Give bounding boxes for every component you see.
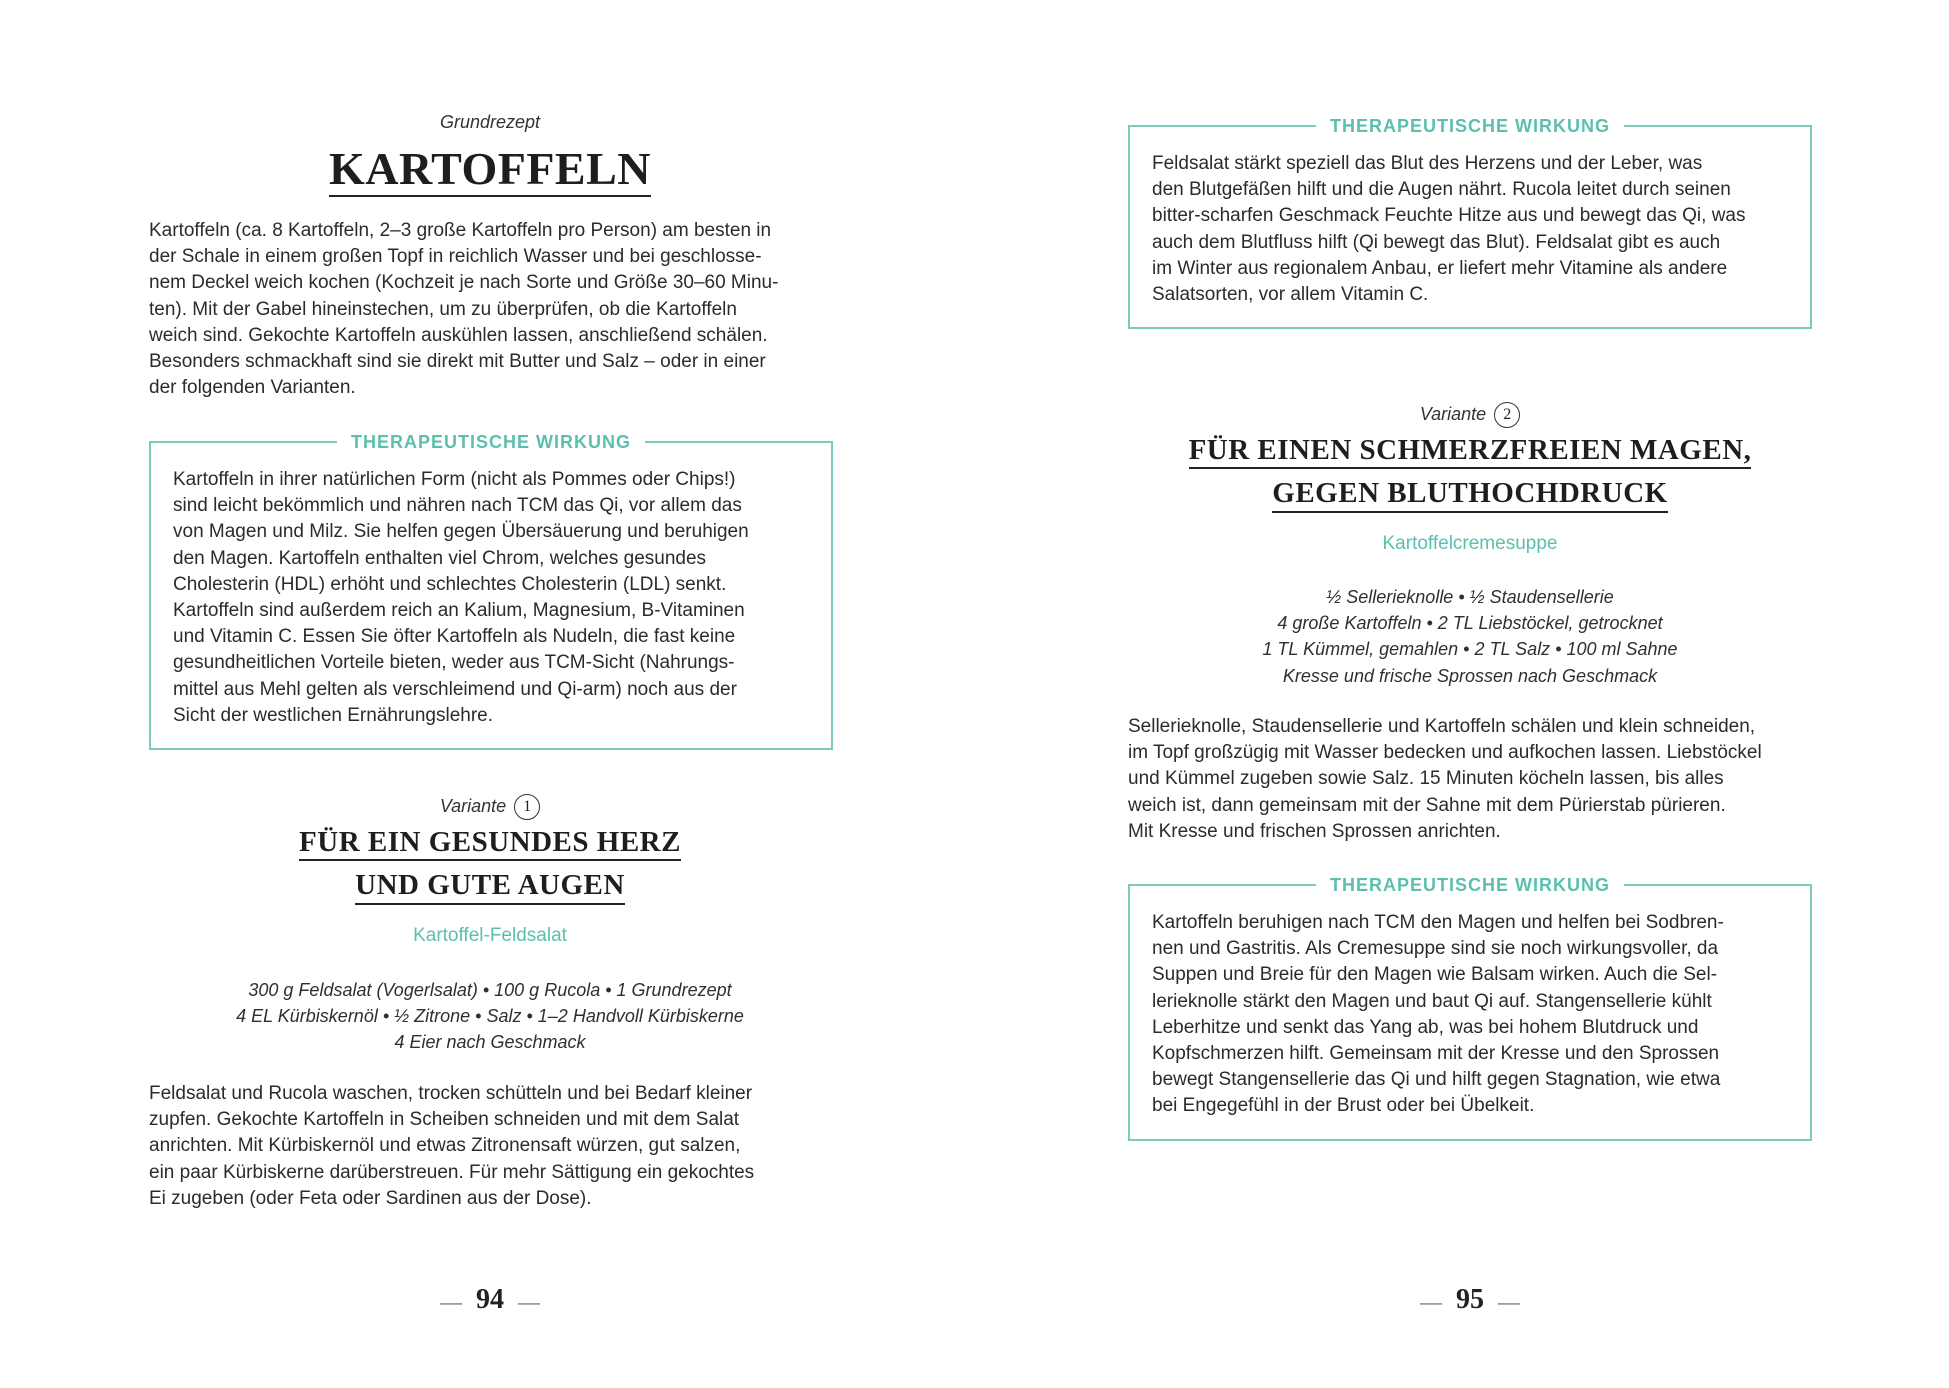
therapy-line: Kopfschmerzen hilft. Gemeinsam mit der Kresse und den Sprossen <box>1152 1043 1720 1065</box>
therapy-box-text <box>1152 151 1788 308</box>
therapy-box-soup <box>1128 875 1812 1141</box>
variant-subtitle: Kartoffel-Feldsalat <box>413 925 567 946</box>
therapy-line: nen und Gastritis. Als Cremesuppe sind sie noch wirkungsvoller, da <box>1152 938 1719 960</box>
method-line: Ei zugeben (oder Feta oder Sardinen aus der Dose). <box>149 1187 592 1209</box>
therapy-box-title: THERAPEUTISCHE WIRKUNG <box>337 430 645 454</box>
page-number-text: 95 <box>1456 1284 1484 1315</box>
variant-title-line: FÜR EINEN SCHMERZFREIEN MAGEN, <box>1189 435 1752 469</box>
page-dash: — <box>1420 1288 1442 1314</box>
method-line: und Kümmel zugeben sowie Salz. 15 Minuten köcheln lassen, bis alles <box>1128 768 1724 790</box>
recipe-label: Grundrezept <box>439 112 541 132</box>
variant-title <box>150 826 830 905</box>
therapy-line: von Magen und Milz. Sie helfen gegen Übersäuerung und beruhigen <box>173 521 749 543</box>
intro-line: ten). Mit der Gabel hineinstechen, um zu überprüfen, ob die Kartoffeln <box>149 298 737 320</box>
variant-number-badge: 1 <box>514 794 540 820</box>
therapy-line: sind leicht bekömmlich und nähren nach TCM das Qi, vor allem das <box>173 495 742 517</box>
therapy-line: auch dem Blutfluss hilft (Qi bewegt das Blut). Feldsalat gibt es auch <box>1152 231 1721 253</box>
therapy-line: Kartoffeln in ihrer natürlichen Form (nicht als Pommes oder Chips!) <box>173 469 736 490</box>
therapy-line: bitter-scharfen Geschmack Feuchte Hitze aus und bewegt das Qi, was <box>1152 205 1746 227</box>
intro-line: Besonders schmackhaft sind sie direkt mit Butter und Salz – oder in einer <box>149 351 766 373</box>
therapy-box-text <box>173 467 809 729</box>
ingredient-line: ½ Sellerieknolle • ½ Staudensellerie <box>1326 587 1614 607</box>
recipe-title <box>150 142 830 197</box>
ingredient-list <box>150 977 830 1056</box>
variant-subtitle: Kartoffelcremesuppe <box>1382 533 1558 554</box>
page-number-text: 94 <box>476 1284 504 1315</box>
therapy-line: Sicht der westlichen Ernährungslehre. <box>173 704 494 726</box>
variant-label-text: Variante <box>1419 403 1487 424</box>
ingredient-line: 300 g Feldsalat (Vogerlsalat) • 100 g Rucola • 1 Grundrezept <box>248 980 732 1000</box>
intro-paragraph <box>149 218 839 401</box>
ingredient-line: Kresse und frische Sprossen nach Geschmack <box>1282 665 1658 686</box>
therapy-line: Suppen und Breie für den Magen wie Balsam wirken. Auch die Sel- <box>1152 964 1718 986</box>
variant-label <box>1130 402 1810 428</box>
intro-line: nem Deckel weich kochen (Kochzeit je nach Sorte und Größe 30–60 Minu- <box>149 272 779 294</box>
method-line: Sellerieknolle, Staudensellerie und Kartoffeln schälen und klein schneiden, <box>1128 716 1756 737</box>
ingredient-line: 4 EL Kürbiskernöl • ½ Zitrone • Salz • 1–2 Handvoll Kürbiskerne <box>236 1006 744 1027</box>
page-dash: — <box>1498 1288 1520 1314</box>
therapy-line: bei Engegefühl in der Brust oder bei Übelkeit. <box>1152 1095 1535 1117</box>
intro-line: weich sind. Gekochte Kartoffeln auskühlen lassen, anschließend schälen. <box>149 324 768 346</box>
method-line: ein paar Kürbiskerne darüberstreuen. Für mehr Sättigung ein gekochtes <box>149 1161 755 1183</box>
therapy-box-title: THERAPEUTISCHE WIRKUNG <box>1316 873 1624 897</box>
therapy-line: lerieknolle stärkt den Magen und baut Qi auf. Stangensellerie kühlt <box>1152 990 1712 1012</box>
method-line: weich ist, dann gemeinsam mit der Sahne mit dem Pürierstab pürieren. <box>1128 794 1726 816</box>
variant-label-text: Variante <box>439 795 507 816</box>
ingredient-line: 1 TL Kümmel, gemahlen • 2 TL Salz • 100 ml Sahne <box>1262 639 1678 660</box>
intro-line: der folgenden Varianten. <box>149 377 356 399</box>
therapy-box-potatoes <box>149 432 833 750</box>
variant-title-line: FÜR EIN GESUNDES HERZ <box>299 827 681 861</box>
page-dash: — <box>518 1288 540 1314</box>
therapy-line: Salatsorten, vor allem Vitamin C. <box>1152 284 1429 306</box>
method-paragraph <box>149 1081 839 1212</box>
therapy-line: Kartoffeln sind außerdem reich an Kalium, Magnesium, B-Vitaminen <box>173 600 745 622</box>
ingredient-list <box>1130 584 1810 689</box>
intro-line: der Schale in einem großen Topf in reichlich Wasser und bei geschlosse- <box>149 246 762 268</box>
variant-title-line: GEGEN BLUTHOCHDRUCK <box>1272 478 1667 512</box>
therapy-box-text <box>1152 910 1788 1120</box>
intro-line: Kartoffeln (ca. 8 Kartoffeln, 2–3 große Kartoffeln pro Person) am besten in <box>149 220 772 241</box>
ingredient-line: 4 Eier nach Geschmack <box>394 1032 586 1053</box>
method-line: Feldsalat und Rucola waschen, trocken schütteln und bei Bedarf kleiner <box>149 1083 753 1104</box>
method-paragraph <box>1128 714 1828 845</box>
therapy-line: bewegt Stangensellerie das Qi und hilft gegen Stagnation, wie etwa <box>1152 1069 1721 1091</box>
method-line: anrichten. Mit Kürbiskernöl und etwas Zitronensaft würzen, gut salzen, <box>149 1135 741 1157</box>
therapy-line: im Winter aus regionalem Anbau, er liefert mehr Vitamine als andere <box>1152 257 1728 279</box>
therapy-line: Kartoffeln beruhigen nach TCM den Magen und helfen bei Sodbren- <box>1152 912 1724 933</box>
therapy-line: den Magen. Kartoffeln enthalten viel Chrom, welches gesundes <box>173 547 707 569</box>
page-number-right <box>1130 1284 1810 1316</box>
therapy-line: mittel aus Mehl gelten als verschleimend und Qi-arm) noch aus der <box>173 678 737 700</box>
therapy-line: Leberhitze und senkt das Yang ab, was bei hohem Blutdruck und <box>1152 1016 1699 1038</box>
method-line: zupfen. Gekochte Kartoffeln in Scheiben schneiden und mit dem Salat <box>149 1109 740 1131</box>
method-line: im Topf großzügig mit Wasser bedecken und aufkochen lassen. Liebstöckel <box>1128 742 1762 764</box>
ingredient-line: 4 große Kartoffeln • 2 TL Liebstöckel, getrocknet <box>1277 613 1663 634</box>
method-line: Mit Kresse und frischen Sprossen anrichten. <box>1128 820 1501 842</box>
therapy-line: Cholesterin (HDL) erhöht und schlechtes Cholesterin (LDL) senkt. <box>173 573 727 595</box>
page-number-left <box>150 1284 830 1316</box>
therapy-line: gesundheitlichen Vorteile bieten, weder aus TCM-Sicht (Nahrungs- <box>173 652 735 674</box>
page-dash: — <box>440 1288 462 1314</box>
therapy-line: den Blutgefäßen hilft und die Augen nährt. Rucola leitet durch seinen <box>1152 179 1731 201</box>
variant-title <box>1130 434 1810 513</box>
variant-label <box>150 794 830 820</box>
therapy-box-salad <box>1128 116 1812 329</box>
variant-title-line: UND GUTE AUGEN <box>355 870 625 904</box>
variant-number-badge: 2 <box>1494 402 1520 428</box>
therapy-line: und Vitamin C. Essen Sie öfter Kartoffeln als Nudeln, die fast keine <box>173 626 736 648</box>
recipe-title-text: KARTOFFELN <box>329 145 651 197</box>
therapy-line: Feldsalat stärkt speziell das Blut des Herzens und der Leber, was <box>1152 153 1703 174</box>
therapy-box-title: THERAPEUTISCHE WIRKUNG <box>1316 114 1624 138</box>
